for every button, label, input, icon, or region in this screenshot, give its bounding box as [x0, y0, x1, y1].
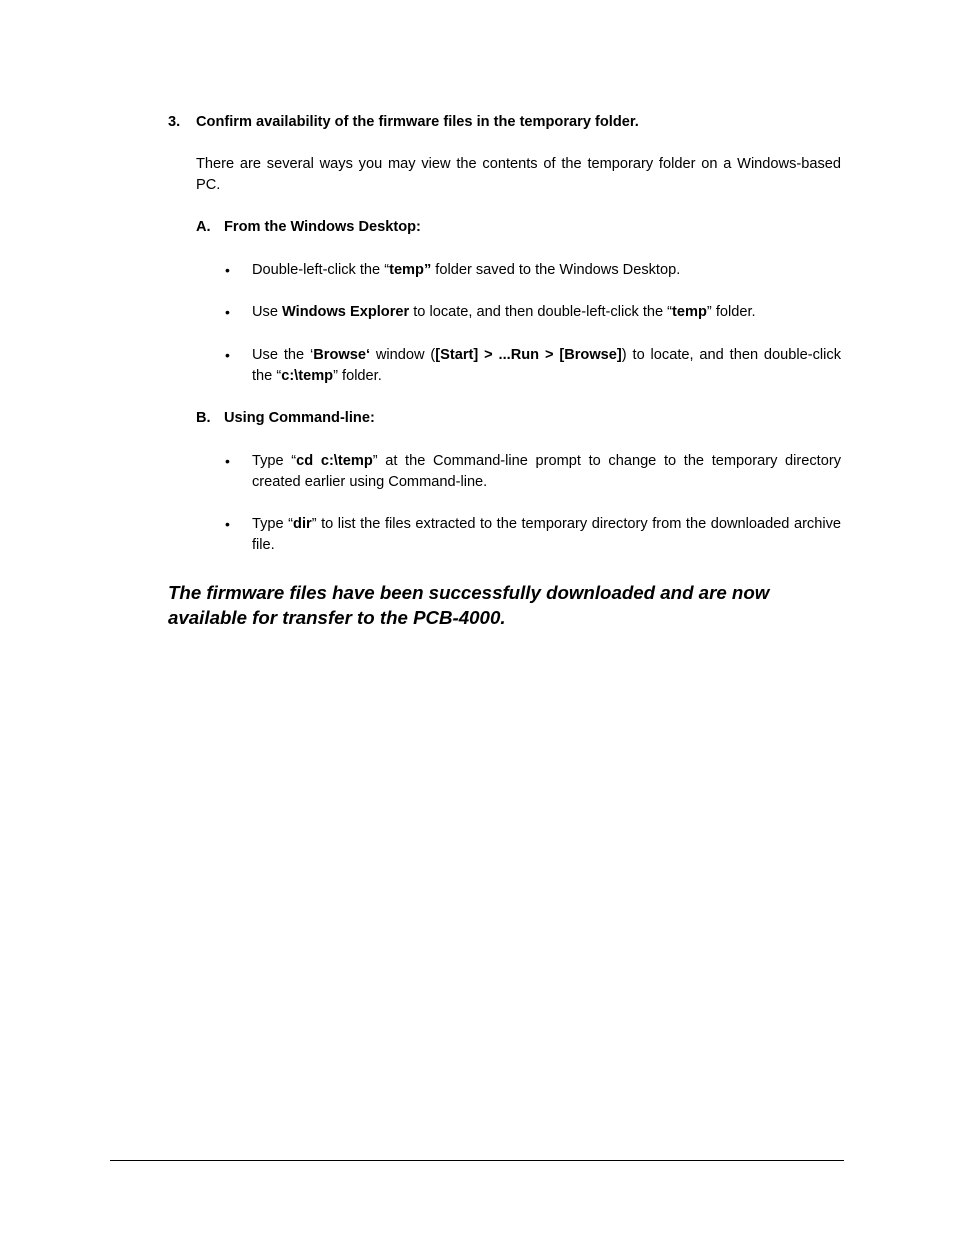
bullet-icon: • [225, 453, 230, 469]
list-item [252, 345, 841, 387]
item-bold-text: [Start] > ...Run > [Browse] [435, 347, 622, 363]
item-bold-text: Browse‘ [313, 347, 371, 363]
section-b-letter: B. [196, 410, 211, 426]
item-text: ) to locate, and then double-click the “ [252, 347, 841, 384]
item-bold-text: temp [672, 304, 707, 320]
item-text: folder saved to the Windows Desktop. [431, 262, 681, 278]
item-text: ” folder. [706, 304, 756, 320]
step-number: 3. [168, 114, 181, 130]
item-bold-text: cd c:\temp [296, 453, 373, 469]
list-item [252, 514, 841, 556]
item-text: window ( [370, 347, 436, 363]
intro-paragraph: There are several ways you may view the contents of the temporary folder on a Windows-based PC. [196, 156, 841, 193]
item-text: Use [252, 304, 283, 320]
bullet-icon: • [225, 304, 230, 320]
item-text: ” to list the files extracted to the temporary directory from the downloaded archive file. [252, 516, 841, 553]
item-text: Type “ [252, 453, 297, 469]
section-a-title: From the Windows Desktop: [224, 219, 421, 235]
bullet-icon: • [225, 516, 230, 532]
item-bold-text: Windows Explorer [282, 304, 410, 320]
list-item [252, 451, 841, 493]
item-bold-text: temp” [389, 262, 432, 278]
item-text: Double-left-click the “ [252, 262, 390, 278]
bullet-icon: • [225, 262, 230, 278]
step-title: Confirm availability of the firmware files in the temporary folder. [196, 114, 639, 130]
conclusion-note: The firmware files have been successfully downloaded and are now available for transfer to the PCB-4000. [168, 582, 770, 628]
footer-divider [110, 1160, 844, 1161]
item-text: ” folder. [333, 368, 382, 384]
item-bold-text: c:\temp [281, 368, 334, 384]
section-b-title: Using Command-line: [224, 410, 375, 426]
item-text: to locate, and then double-left-click the “ [409, 304, 673, 320]
section-a-letter: A. [196, 219, 211, 235]
list-item [252, 260, 841, 281]
item-bold-text: dir [293, 516, 312, 532]
item-text: Type “ [252, 516, 294, 532]
list-item [252, 302, 841, 323]
item-text: Use the ‘ [252, 347, 314, 363]
item-text: ” at the Command-line prompt to change to the temporary directory created earlier using Command-line. [252, 453, 841, 490]
bullet-icon: • [225, 347, 230, 363]
